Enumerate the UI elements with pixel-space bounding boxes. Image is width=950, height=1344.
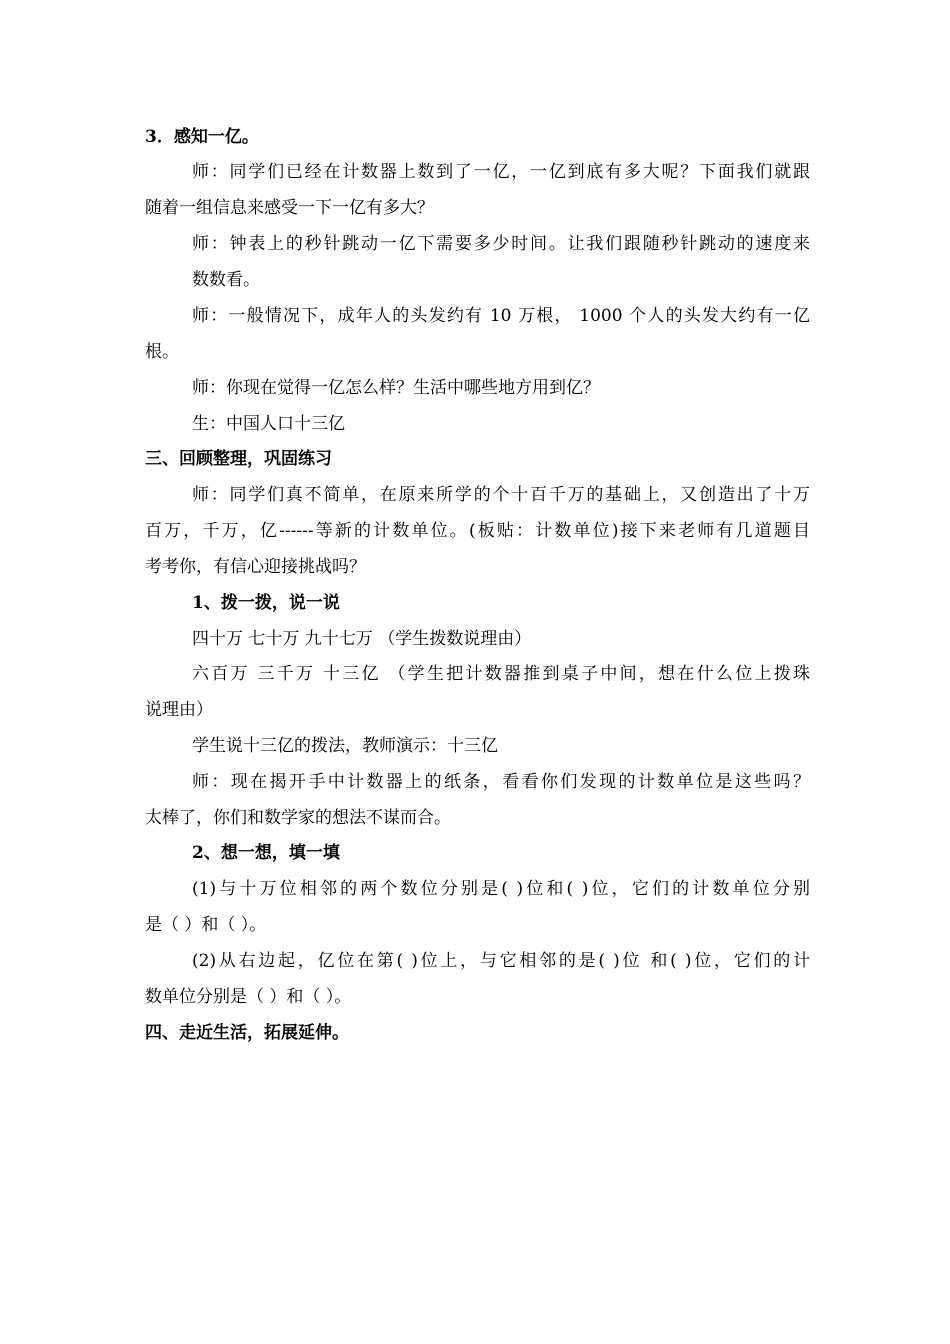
paragraph-line: 师：同学们真不简单，在原来所学的个十百千万的基础上，又创造出了十万 (192, 485, 810, 505)
paragraph-line: 师：现在揭开手中计数器上的纸条，看看你们发现的计数单位是这些吗？ (192, 772, 810, 792)
subsection-heading-perceive-yi: 3．感知一亿。 (145, 127, 259, 147)
paragraph-line: (1)与十万位相邻的两个数位分别是( )位和( )位，它们的计数单位分别 (192, 879, 810, 899)
paragraph-line: 四十万 七十万 九十七万 （学生拨数说理由） (192, 629, 532, 649)
paragraph-line: (2)从右边起，亿位在第( )位上，与它相邻的是( )位 和( )位，它们的计 (192, 951, 810, 971)
paragraph-line: 是（ ）和（ ）。 (145, 915, 267, 935)
paragraph-line: 数单位分别是（ ）和（ ）。 (145, 987, 352, 1007)
paragraph-line: 学生说十三亿的拨法，教师演示：十三亿 (192, 736, 498, 756)
paragraph-line: 随着一组信息来感受一下一亿有多大？ (145, 198, 434, 218)
paragraph-line: 考考你，有信心迎接挑战吗？ (145, 557, 366, 577)
paragraph-line: 六百万 三千万 十三亿 （学生把计数器推到桌子中间，想在什么位上拨珠 (192, 664, 810, 684)
section-heading-life: 四、走近生活，拓展延伸。 (145, 1023, 349, 1043)
paragraph-line: 根。 (145, 342, 179, 362)
paragraph-line: 太棒了，你们和数学家的想法不谋而合。 (145, 808, 451, 828)
paragraph-line: 师：钟表上的秒针跳动一亿下需要多少时间。让我们跟随秒针跳动的速度来 (192, 234, 810, 254)
paragraph-line: 师：同学们已经在计数器上数到了一亿，一亿到底有多大呢？下面我们就跟 (192, 162, 810, 182)
paragraph-line: 说理由） (145, 700, 213, 720)
paragraph-line: 生：中国人口十三亿 (192, 414, 345, 434)
paragraph-line: 百万，千万，亿------等新的计数单位。(板贴：计数单位)接下来老师有几道题目 (145, 521, 810, 541)
paragraph-line: 师：你现在觉得一亿怎么样？生活中哪些地方用到亿？ (192, 378, 600, 398)
section-heading-review: 三、回顾整理，巩固练习 (145, 449, 332, 469)
paragraph-line: 师：一般情况下，成年人的头发约有 10 万根， 1000 个人的头发大约有一亿 (192, 306, 810, 326)
exercise-heading-1: 1、拨一拨，说一说 (192, 593, 340, 613)
paragraph-line: 数数看。 (192, 270, 260, 290)
exercise-heading-2: 2、想一想，填一填 (192, 843, 340, 863)
